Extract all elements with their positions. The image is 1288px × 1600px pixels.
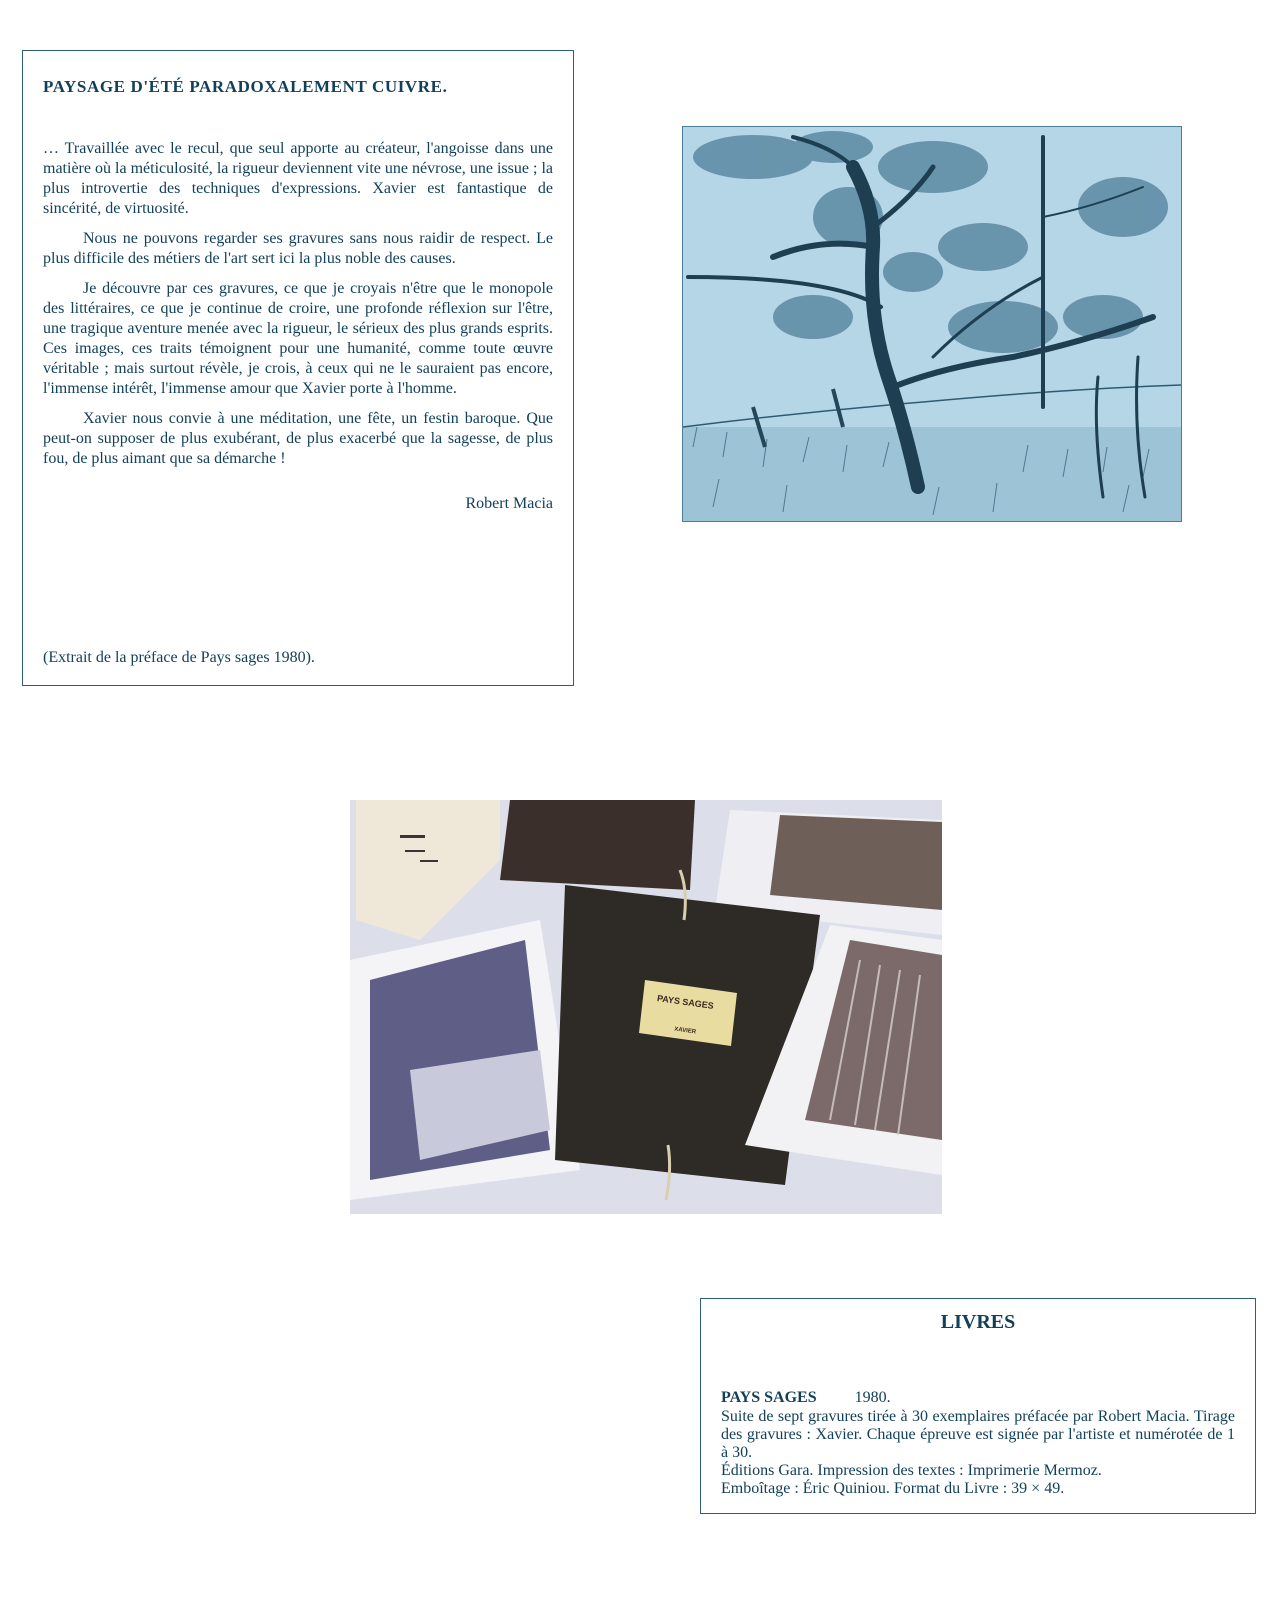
preface-source-note: (Extrait de la préface de Pays sages 1980). (43, 649, 315, 666)
preface-title: PAYSAGE D'ÉTÉ PARADOXALEMENT CUIVRE. (43, 77, 448, 96)
book-description: Suite de sept gravures tirée à 30 exemplaires préfacée par Robert Macia. Tirage des gravures : Xavier. Chaque épreuve est signée par l'artiste et numérotée de 1 à 30. (721, 1408, 1235, 1461)
book-format: Emboîtage : Éric Quiniou. Format du Livre : 39 × 49. (721, 1480, 1065, 1497)
tree-engraving-drawing (683, 127, 1181, 521)
preface-paragraph: … Travaillée avec le recul, que seul apporte au créateur, l'angoisse dans une matière où la méticulosité, la rigueur deviennent vite une névrose, une issue ; la plus introvertie des techniques d'expressions. Xavier est fantastique de sincérité, de virtuosité. (43, 140, 553, 217)
tree-engraving-image (682, 126, 1182, 522)
book-title: PAYS SAGES (721, 1389, 817, 1406)
books-heading: LIVRES (940, 1311, 1016, 1333)
label-title: PAYS SAGES (656, 993, 715, 1011)
portfolio-photo-drawing (350, 800, 942, 1214)
book-publisher: Éditions Gara. Impression des textes : Imprimerie Mermoz. (721, 1462, 1102, 1479)
book-title-line (721, 1388, 1235, 1408)
preface-paragraph: Xavier nous convie à une méditation, une fête, un festin baroque. Que peut-on supposer de plus exubérant, de plus exacerbé que la sagesse, de plus fou, de plus aimant que sa démarche ! (43, 410, 553, 467)
preface-paragraph: Je découvre par ces gravures, ce que je croyais n'être que le monopole des littéraires, ce que je continue de croire, une profonde réflexion sur l'être, une tragique aventure menée avec la rigueur, le sérieux des plus grands esprits. Ces images, ces traits témoignent pour une humanité, comme toute œuvre véritable ; mais surtout révèle, je crois, à ceux qui ne le sauraient pas encore, l'immense intérêt, l'immense amour que Xavier porte à l'homme. (43, 280, 553, 397)
preface-signature: Robert Macia (465, 495, 553, 512)
label-artist: XAVIER (673, 1026, 697, 1036)
preface-box (22, 50, 574, 686)
portfolio-photograph (350, 800, 942, 1214)
book-year: 1980. (854, 1389, 891, 1406)
books-box (700, 1298, 1256, 1514)
preface-paragraph: Nous ne pouvons regarder ses gravures sans nous raidir de respect. Le plus difficile des métiers de l'art sert ici la plus noble des causes. (43, 230, 553, 267)
